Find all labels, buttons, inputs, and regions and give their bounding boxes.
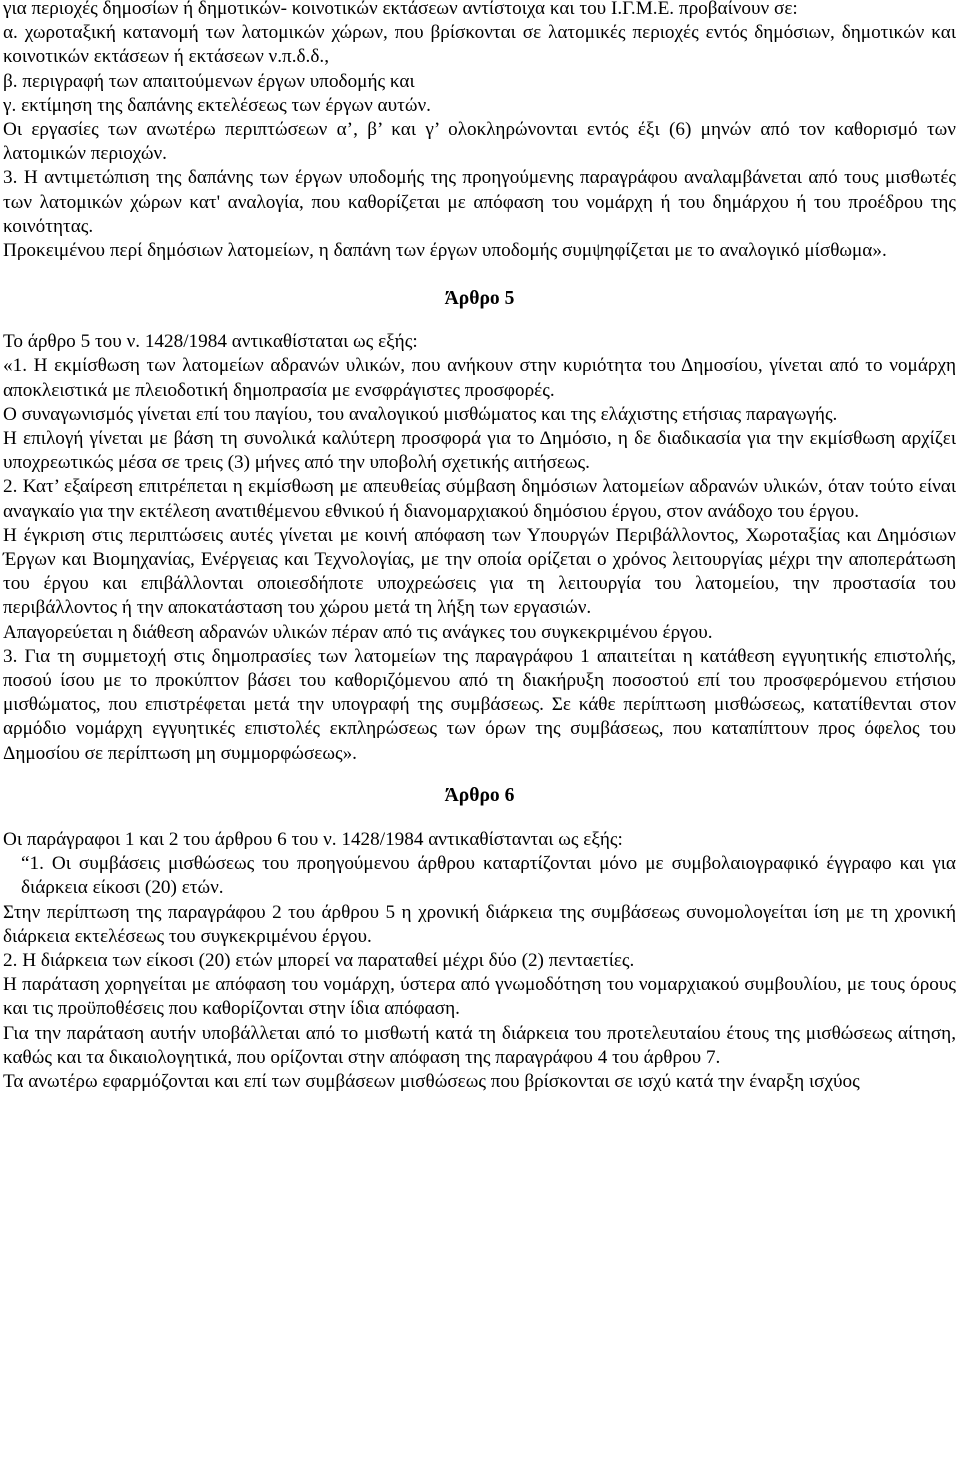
article-6-application: Για την παράταση αυτήν υποβάλλεται από το μισθωτή κατά τη διάρκεια του προτελευταίου έτους της μισθώσεως αίτηση, καθώς και τα δικαιολογητικά, που ορίζονται στην απόφαση της παραγράφου 4 του άρθρου 7. xyxy=(3,1022,956,1068)
spacer xyxy=(3,263,956,287)
article-6-applicability: Τα ανωτέρω εφαρμόζονται και επί των συμβάσεων μισθώσεως που βρίσκονται σε ισχύ κατά την έναρξη ισχύος xyxy=(3,1070,860,1092)
article-6-heading: Άρθρο 6 xyxy=(444,784,515,806)
article-5-para-1: «1. Η εκμίσθωση των λατομείων αδρανών υλικών, που ανήκουν στην κυριότητα του Δημοσίου, γίνεται από το νομάρχη αποκλειστικά με πλειοδοτική δημοπρασία με ενσφράγιστες προσφορές. xyxy=(3,355,956,401)
spacer xyxy=(3,311,956,330)
article-5-heading: Άρθρο 5 xyxy=(444,288,515,310)
intro-item-c: γ. εκτίμηση της δαπάνης εκτελέσεως των έργων αυτών. xyxy=(3,94,431,116)
article-5-para-3: 3. Για τη συμμετοχή στις δημοπρασίες των λατομείων της παραγράφου 1 απαιτείται η κατάθεση εγγυητικής επιστολής, ποσού ίσου με το προκύπτον βάσει του καθοριζόμενου από τη διακήρυξη ποσοστού επί του προσφερόμενου ετήσιου μισθώματος, που επιστρέφεται μετά την υπογραφή της συμβάσεως. Σε κάθε περίπτωση μισθώσεως, κατατίθενται στον αρμόδιο νομάρχη εγγυητικές επιστολές εκπληρώσεως των όρων της συμβάσεως, που καταπίπτουν προς όφελος του Δημοσίου σε περίπτωση μη συμμορφώσεως». xyxy=(3,645,956,764)
article-6-extension: Η παράταση χορηγείται με απόφαση του νομάρχη, ύστερα από γνωμοδότηση του νομαρχιακού συμβουλίου, με τους όρους και τις προϋποθέσεις που καθορίζονται στην ίδια απόφαση. xyxy=(3,974,956,1020)
intro-item-a: α. χωροταξική κατανομή των λατομικών χώρων, που βρίσκονται σε λατομικές περιοχές εντός δημόσιων, δημοτικών και κοινοτικών εκτάσεων ή εκτάσεων ν.π.δ.δ., xyxy=(3,22,956,68)
article-6-para-1: “1. Οι συμβάσεις μισθώσεως του προηγούμενου άρθρου καταρτίζονται μόνο με συμβολαιογραφικό έγγραφο και για διάρκεια είκοσι (20) ετών. xyxy=(21,853,956,899)
article-5-intro: Το άρθρο 5 του ν. 1428/1984 αντικαθίσταται ως εξής: xyxy=(3,331,418,353)
intro-item-b: β. περιγραφή των απαιτούμενων έργων υποδομής και xyxy=(3,70,415,92)
article-6-para-2: 2. Η διάρκεια των είκοσι (20) ετών μπορεί να παραταθεί μέχρι δύο (2) πενταετίες. xyxy=(3,949,635,971)
intro-closing: Προκειμένου περί δημόσιων λατομείων, η δαπάνη των έργων υποδομής συμψηφίζεται με το αναλογικό μίσθωμα». xyxy=(3,240,887,262)
intro-line-1: για περιοχές δημοσίων ή δημοτικών- κοινοτικών εκτάσεων αντίστοιχα και του Ι.Γ.Μ.Ε. προβαίνουν σε: xyxy=(3,0,798,19)
article-6-intro: Οι παράγραφοι 1 και 2 του άρθρου 6 του ν. 1428/1984 αντικαθίστανται ως εξής: xyxy=(3,828,623,850)
spacer xyxy=(3,766,956,784)
intro-paragraph-3: 3. Η αντιμετώπιση της δαπάνης των έργων υποδομής της προηγούμενης παραγράφου αναλαμβάνεται από τους μισθωτές των λατομικών χώρων κατ' αναλογία, που καθορίζεται με απόφαση του νομάρχη ή του δημάρχου ή του προέδρου της κοινότητας. xyxy=(3,167,956,237)
article-5-competition: Ο συναγωνισμός γίνεται επί του παγίου, του αναλογικού μισθώματος και της ελάχιστης ετήσιας παραγωγής. xyxy=(3,403,838,425)
spacer xyxy=(3,808,956,828)
article-5-para-2: 2. Κατ’ εξαίρεση επιτρέπεται η εκμίσθωση με απευθείας σύμβαση δημόσιων λατομείων αδρανών υλικών, όταν τούτο είναι αναγκαίο για την εκτέλεση ανατιθέμενου εθνικού ή διανομαρχιακού δημόσιου έργου, στον ανάδοχο του έργου. xyxy=(3,476,956,522)
intro-completion-note: Οι εργασίες των ανωτέρω περιπτώσεων α’, β’ και γ’ ολοκληρώνονται εντός έξι (6) μηνών από τον καθορισμό των λατομικών περιοχών. xyxy=(3,119,956,165)
article-5-prohibition: Απαγορεύεται η διάθεση αδρανών υλικών πέραν από τις ανάγκες του συγκεκριμένου έργου. xyxy=(3,621,713,643)
article-5-approval: Η έγκριση στις περιπτώσεις αυτές γίνεται με κοινή απόφαση των Υπουργών Περιβάλλοντος, Χωροταξίας και Δημόσιων Έργων και Βιομηχανίας, Ενέργειας και Τεχνολογίας, με την οποία ορίζεται ο χρόνος λειτουργίας μέχρι την αποπεράτωση του έργου και επιβάλλονται οποιεσδήποτε υποχρεώσεις για τη λειτουργία του λατομείου, την προστασία του περιβάλλοντος ή την αποκατάσταση του χώρου μετά τη λήξη των εργασιών. xyxy=(3,524,956,619)
article-6-duration-case: Στην περίπτωση της παραγράφου 2 του άρθρου 5 η χρονική διάρκεια της συμβάσεως συνομολογείται ίση με τη χρονική διάρκεια εκτελέσεως του συγκεκριμένου έργου. xyxy=(3,901,956,947)
article-5-selection: Η επιλογή γίνεται με βάση τη συνολικά καλύτερη προσφορά για το Δημόσιο, η δε διαδικασία για την εκμίσθωση αρχίζει υποχρεωτικώς μέσα σε τρεις (3) μήνες από την υποβολή σχετικής αιτήσεως. xyxy=(3,428,956,474)
